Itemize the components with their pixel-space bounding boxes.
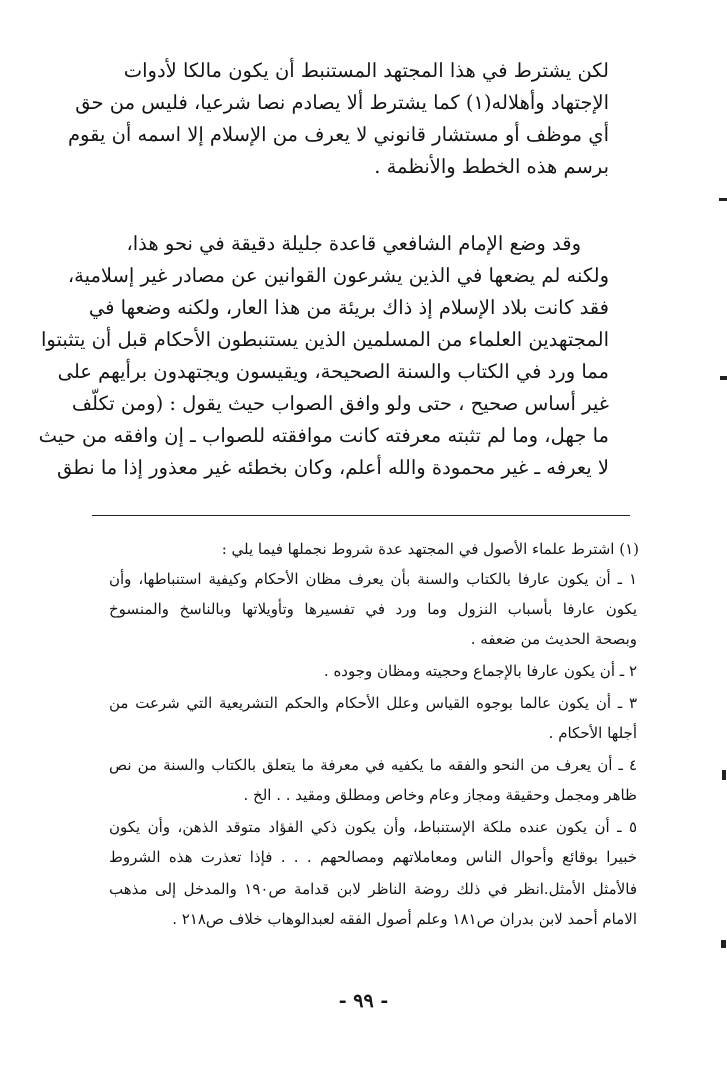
footnote-line: ٥ ـ أن يكون عنده ملكة الإستنباط، وأن يكون ذكي الفؤاد متوقد الذهن، وأن يكون	[109, 818, 637, 836]
footnote-line: ٣ ـ أن يكون عالما بوجوه القياس وعلل الأحكام والحكم التشريعية التي شرعت من	[109, 694, 637, 712]
scan-mark	[720, 376, 727, 380]
body-line: وقد وضع الإمام الشافعي قاعدة جليلة دقيقة في نحو هذا،	[126, 232, 581, 255]
scan-mark	[722, 770, 726, 780]
body-line: أي موظف أو مستشار قانوني لا يعرف من الإسلام إلا اسمه أن يقوم	[67, 123, 609, 146]
footnote-line: يكون عارفا بأسباب النزول وما ورد في تفسيرها وتأويلاتها وبالناسخ والمنسوخ	[109, 600, 637, 618]
scan-mark	[721, 940, 726, 948]
body-line: برسم هذه الخطط والأنظمة .	[374, 155, 609, 178]
footnote-line: ١ ـ أن يكون عارفا بالكتاب والسنة بأن يعرف مظان الأحكام وكيفية استنباطها، وأن	[109, 570, 637, 588]
footnote-line: فالأمثل الأمثل.انظر في ذلك روضة الناظر لابن قدامة ص١٩٠ والمدخل إلى مذهب	[109, 880, 637, 898]
footnote-line: ٢ ـ أن يكون عارفا بالإجماع وحجيته ومظان وجوده .	[323, 662, 637, 680]
footnote-line: الامام أحمد لابن بدران ص١٨١ وعلم أصول الفقه لعبدالوهاب خلاف ص٢١٨ .	[172, 910, 637, 928]
scan-mark	[719, 198, 727, 201]
footnote-line: ٤ ـ أن يعرف من النحو والفقه ما يكفيه في معرفة ما يتعلق بالكتاب والسنة من نص	[109, 756, 637, 774]
page-number: - ٩٩ -	[338, 990, 389, 1012]
footnote-line: (١) اشترط علماء الأصول في المجتهد عدة شروط نجملها فيما يلي :	[221, 540, 639, 558]
body-line: غير أساس صحيح ، حتى ولو وافق الصواب حيث يقول : (ومن تكلّف	[71, 392, 609, 415]
footnote-separator	[92, 515, 630, 516]
body-line: الإجتهاد وأهلاله(١) كما يشترط ألا يصادم نصا شرعيا، فليس من حق	[75, 91, 609, 114]
footnote-line: أجلها الأحكام .	[548, 724, 637, 742]
footnote-line: خبيرا بوقائع وأحوال الناس ومعاملاتهم ومصالحهم . . . فإذا تعذرت هذه الشروط	[109, 848, 637, 866]
body-line: المجتهدين العلماء من المسلمين الذين يستنبطون الأحكام قبل أن يتثبتوا	[40, 328, 609, 351]
body-line: ما جهل، وما لم تثبته معرفته كانت موافقته للصواب ـ إن وافقه من حيث	[38, 424, 609, 447]
body-line: مما ورد في الكتاب والسنة الصحيحة، ويقيسون ويجتهدون برأيهم على	[57, 360, 609, 383]
footnote-line: وبصحة الحديث من ضعفه .	[470, 630, 637, 648]
footnote-line: ظاهر ومجمل وحقيقة ومجاز وعام وخاص ومطلق ومقيد . . الخ .	[243, 786, 637, 804]
body-line: لا يعرفه ـ غير محمودة والله أعلم، وكان بخطئه غير معذور إذا ما نطق	[56, 456, 609, 479]
body-line: فقد كانت بلاد الإسلام إذ ذاك بريئة من هذا العار، ولكنه وضعها في	[88, 296, 609, 319]
body-line: ولكنه لم يضعها في الذين يشرعون القوانين عن مصادر غير إسلامية،	[67, 264, 609, 287]
body-line: لكن يشترط في هذا المجتهد المستنبط أن يكون مالكا لأدوات	[123, 59, 609, 82]
